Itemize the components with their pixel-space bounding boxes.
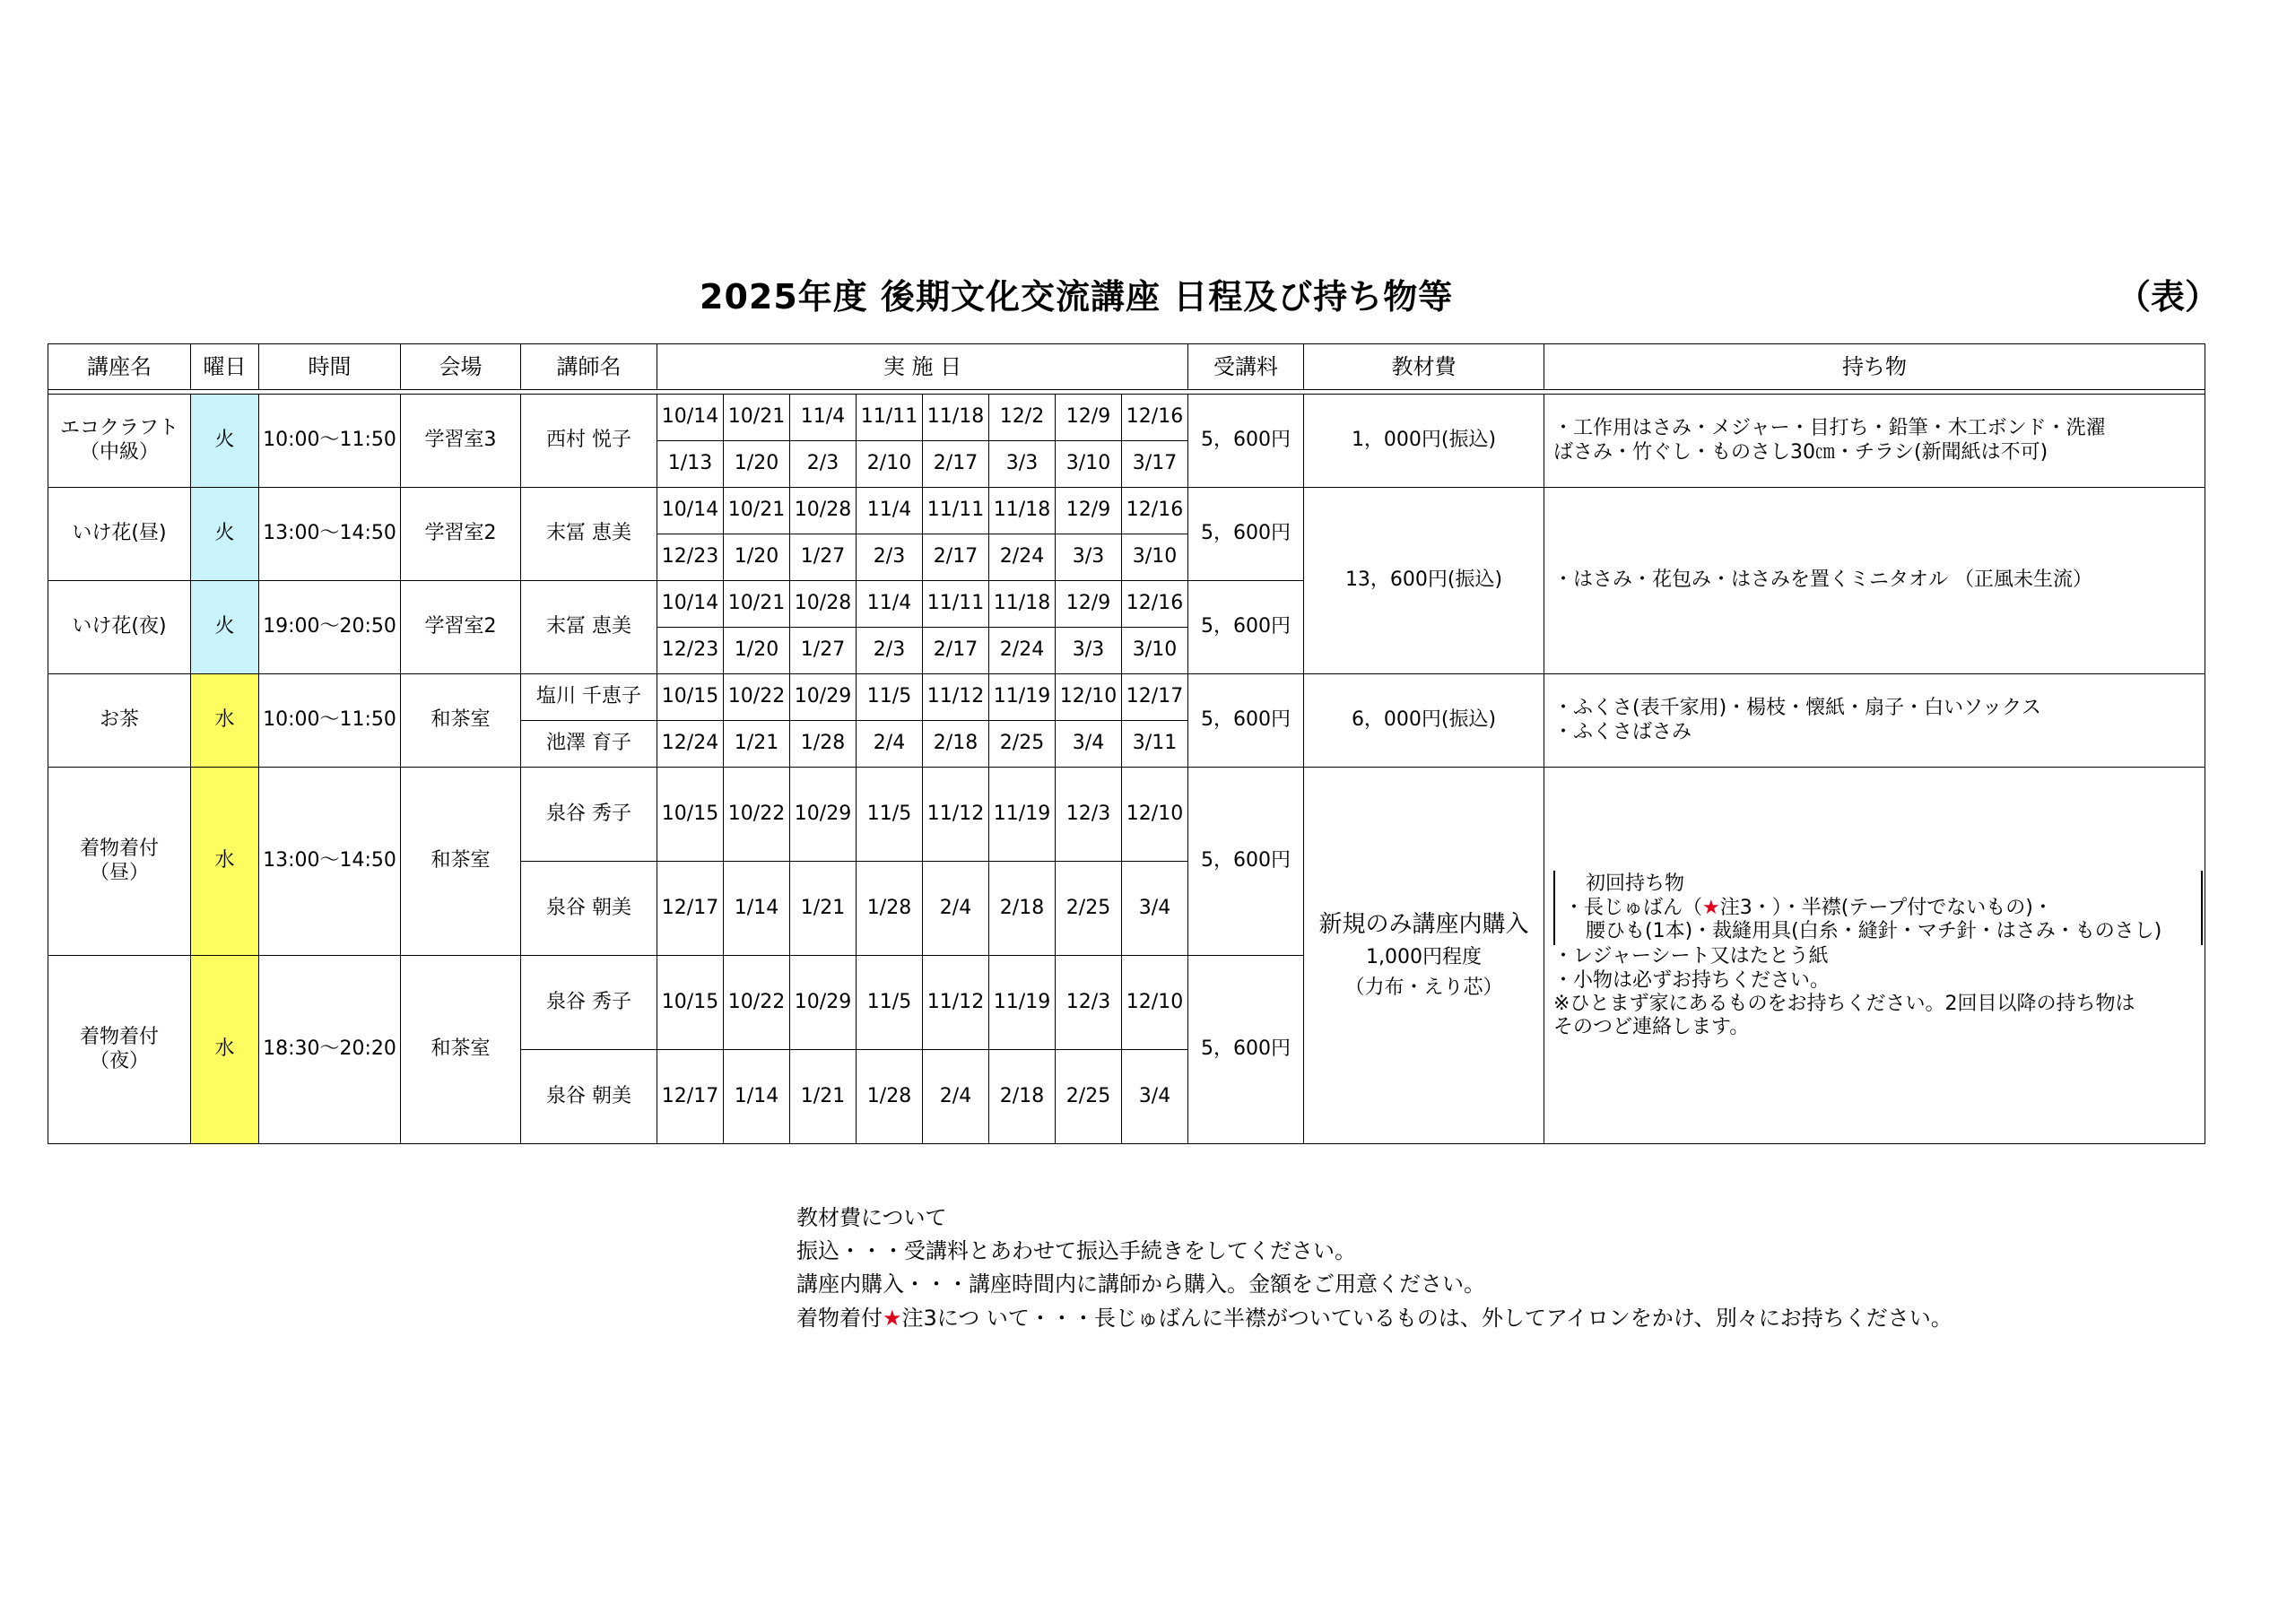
star-icon: ★ — [1702, 896, 1720, 919]
date-cell: 10/15 — [657, 956, 724, 1050]
date-cell: 12/3 — [1056, 768, 1122, 862]
date-cell: 1/28 — [857, 862, 923, 956]
date-cell: 11/19 — [989, 768, 1056, 862]
material-cell: 新規のみ講座内購入 1,000円程度 （力布・えり芯） — [1304, 768, 1544, 1144]
date-cell: 12/17 — [657, 862, 724, 956]
course-name: お茶 — [48, 674, 191, 768]
date-cell: 10/21 — [724, 395, 790, 441]
items-cell: 初回持ち物 ・長じゅばん（★注3・）・半襟(テープ付でないもの)・ 腰ひも(1本)・裁縫用具(白糸・縫針・マチ針・はさみ・ものさし) ・レジャーシート又はたとう紙 ・小物は必ずお持ちください。 ※ひとまず家にあるものをお持ちください。2回目以降の持ち物は そのつど連絡します。 — [1544, 768, 2205, 1144]
date-cell: 3/4 — [1122, 862, 1188, 956]
venue-cell: 学習室2 — [401, 581, 521, 674]
date-cell: 2/17 — [923, 441, 989, 488]
date-cell: 3/3 — [1056, 534, 1122, 581]
date-cell: 10/22 — [724, 768, 790, 862]
fee-cell: 5，600円 — [1188, 581, 1304, 674]
fee-cell: 5，600円 — [1188, 674, 1304, 768]
teacher-cell: 泉谷 秀子 — [521, 768, 657, 862]
date-cell: 10/28 — [790, 488, 857, 534]
day-cell: 水 — [191, 768, 259, 956]
date-cell: 2/4 — [857, 721, 923, 768]
notes-line: 講座内購入・・・講座時間内に講師から購入。金額をご用意ください。 — [796, 1271, 1485, 1298]
venue-cell: 和茶室 — [401, 956, 521, 1144]
time-cell: 10:00～11:50 — [259, 674, 401, 768]
date-cell: 12/9 — [1056, 581, 1122, 628]
material-cell: 13，600円(振込) — [1304, 488, 1544, 674]
notes-line: 振込・・・受講料とあわせて振込手続きをしてください。 — [796, 1238, 1356, 1264]
fee-cell: 5，600円 — [1188, 768, 1304, 956]
date-cell: 10/22 — [724, 674, 790, 721]
date-cell: 10/14 — [657, 581, 724, 628]
side-label: （表） — [2117, 277, 2220, 317]
fee-cell: 5，600円 — [1188, 488, 1304, 581]
date-cell: 2/18 — [989, 862, 1056, 956]
date-cell: 12/9 — [1056, 488, 1122, 534]
date-cell: 2/18 — [989, 1050, 1056, 1144]
date-cell: 11/4 — [790, 395, 857, 441]
date-cell: 12/10 — [1122, 956, 1188, 1050]
date-cell: 1/28 — [857, 1050, 923, 1144]
notes-heading: 教材費について — [796, 1205, 947, 1230]
date-cell: 11/18 — [989, 581, 1056, 628]
date-cell: 3/10 — [1122, 534, 1188, 581]
date-cell: 2/24 — [989, 534, 1056, 581]
date-cell: 3/3 — [989, 441, 1056, 488]
first-items-box: 初回持ち物 ・長じゅばん（★注3・）・半襟(テープ付でないもの)・ 腰ひも(1本)・裁縫用具(白糸・縫針・マチ針・はさみ・ものさし) — [1553, 871, 2203, 945]
venue-cell: 学習室3 — [401, 395, 521, 488]
col-teacher: 講師名 — [521, 344, 657, 390]
date-cell: 2/4 — [923, 1050, 989, 1144]
date-cell: 12/23 — [657, 534, 724, 581]
date-cell: 11/12 — [923, 768, 989, 862]
fee-cell: 5，600円 — [1188, 395, 1304, 488]
date-cell: 12/16 — [1122, 395, 1188, 441]
date-cell: 12/10 — [1122, 768, 1188, 862]
date-cell: 2/10 — [857, 441, 923, 488]
course-name: 着物着付 （昼） — [48, 768, 191, 956]
teacher-cell: 泉谷 朝美 — [521, 1050, 657, 1144]
date-cell: 11/5 — [857, 768, 923, 862]
date-cell: 11/5 — [857, 674, 923, 721]
date-cell: 1/21 — [724, 721, 790, 768]
date-cell: 11/12 — [923, 956, 989, 1050]
date-cell: 1/14 — [724, 862, 790, 956]
date-cell: 12/23 — [657, 628, 724, 674]
venue-cell: 和茶室 — [401, 768, 521, 956]
course-name: いけ花(昼) — [48, 488, 191, 581]
date-cell: 11/5 — [857, 956, 923, 1050]
date-cell: 2/3 — [790, 441, 857, 488]
date-cell: 10/14 — [657, 395, 724, 441]
venue-cell: 学習室2 — [401, 488, 521, 581]
course-name: 着物着付 （夜） — [48, 956, 191, 1144]
teacher-cell: 塩川 千恵子 — [521, 674, 657, 721]
date-cell: 12/3 — [1056, 956, 1122, 1050]
date-cell: 1/20 — [724, 534, 790, 581]
date-cell: 1/20 — [724, 441, 790, 488]
page-title: 2025年度 後期文化交流講座 日程及び持ち物等 — [700, 277, 1454, 317]
date-cell: 3/3 — [1056, 628, 1122, 674]
date-cell: 10/15 — [657, 674, 724, 721]
col-material: 教材費 — [1304, 344, 1544, 390]
date-cell: 10/28 — [790, 581, 857, 628]
course-name: エコクラフト （中級） — [48, 395, 191, 488]
items-cell: ・ふくさ(表千家用)・楊枝・懐紙・扇子・白いソックス ・ふくさばさみ — [1544, 674, 2205, 768]
day-cell: 水 — [191, 956, 259, 1144]
header-row — [48, 344, 2205, 390]
date-cell: 12/10 — [1056, 674, 1122, 721]
date-cell: 10/15 — [657, 768, 724, 862]
items-cell: ・工作用はさみ・メジャー・目打ち・鉛筆・木工ボンド・洗濯 ばさみ・竹ぐし・ものさし30㎝・チラシ(新聞紙は不可) — [1544, 395, 2205, 488]
date-cell: 12/17 — [1122, 674, 1188, 721]
fee-cell: 5，600円 — [1188, 956, 1304, 1144]
date-cell: 1/21 — [790, 1050, 857, 1144]
date-cell: 2/25 — [1056, 1050, 1122, 1144]
time-cell: 13:00～14:50 — [259, 488, 401, 581]
date-cell: 10/22 — [724, 956, 790, 1050]
date-cell: 3/10 — [1056, 441, 1122, 488]
date-cell: 12/24 — [657, 721, 724, 768]
date-cell: 2/17 — [923, 628, 989, 674]
date-cell: 12/9 — [1056, 395, 1122, 441]
date-cell: 1/13 — [657, 441, 724, 488]
date-cell: 12/16 — [1122, 488, 1188, 534]
notes-line: 着物着付★注3につ いて・・・長じゅばんに半襟がついているものは、外してアイロンをかけ、別々にお持ちください。 — [796, 1305, 1952, 1331]
col-course: 講座名 — [48, 344, 191, 390]
date-cell: 11/4 — [857, 488, 923, 534]
table-row — [48, 395, 2205, 441]
date-cell: 11/18 — [989, 488, 1056, 534]
items-cell: ・はさみ・花包み・はさみを置くミニタオル （正風未生流） — [1544, 488, 2205, 674]
date-cell: 1/27 — [790, 628, 857, 674]
date-cell: 11/11 — [923, 488, 989, 534]
time-cell: 13:00～14:50 — [259, 768, 401, 956]
date-cell: 2/24 — [989, 628, 1056, 674]
date-cell: 1/21 — [790, 862, 857, 956]
date-cell: 12/17 — [657, 1050, 724, 1144]
day-cell: 火 — [191, 581, 259, 674]
date-cell: 11/12 — [923, 674, 989, 721]
material-cell: 1，000円(振込) — [1304, 395, 1544, 488]
teacher-cell: 末冨 恵美 — [521, 488, 657, 581]
star-icon: ★ — [883, 1305, 902, 1331]
teacher-cell: 西村 悦子 — [521, 395, 657, 488]
date-cell: 12/2 — [989, 395, 1056, 441]
course-name: いけ花(夜) — [48, 581, 191, 674]
date-cell: 2/3 — [857, 628, 923, 674]
date-cell: 2/18 — [923, 721, 989, 768]
date-cell: 10/14 — [657, 488, 724, 534]
date-cell: 11/4 — [857, 581, 923, 628]
material-cell: 6，000円(振込) — [1304, 674, 1544, 768]
date-cell: 11/19 — [989, 956, 1056, 1050]
date-cell: 2/17 — [923, 534, 989, 581]
teacher-cell: 泉谷 朝美 — [521, 862, 657, 956]
date-cell: 10/29 — [790, 956, 857, 1050]
date-cell: 3/11 — [1122, 721, 1188, 768]
day-cell: 火 — [191, 395, 259, 488]
date-cell: 11/19 — [989, 674, 1056, 721]
date-cell: 10/29 — [790, 674, 857, 721]
date-cell: 1/20 — [724, 628, 790, 674]
date-cell: 3/17 — [1122, 441, 1188, 488]
table-row — [48, 768, 2205, 862]
date-cell: 11/18 — [923, 395, 989, 441]
table-row — [48, 674, 2205, 721]
date-cell: 10/29 — [790, 768, 857, 862]
date-cell: 11/11 — [857, 395, 923, 441]
date-cell: 2/4 — [923, 862, 989, 956]
date-cell: 2/25 — [989, 721, 1056, 768]
time-cell: 19:00～20:50 — [259, 581, 401, 674]
date-cell: 2/25 — [1056, 862, 1122, 956]
time-cell: 18:30～20:20 — [259, 956, 401, 1144]
venue-cell: 和茶室 — [401, 674, 521, 768]
col-items: 持ち物 — [1544, 344, 2205, 390]
date-cell: 10/21 — [724, 488, 790, 534]
date-cell: 1/27 — [790, 534, 857, 581]
time-cell: 10:00～11:50 — [259, 395, 401, 488]
date-cell: 12/16 — [1122, 581, 1188, 628]
date-cell: 10/21 — [724, 581, 790, 628]
date-cell: 1/28 — [790, 721, 857, 768]
col-venue: 会場 — [401, 344, 521, 390]
material-fee-notes — [796, 1202, 1952, 1335]
date-cell: 1/14 — [724, 1050, 790, 1144]
col-time: 時間 — [259, 344, 401, 390]
date-cell: 11/11 — [923, 581, 989, 628]
day-cell: 火 — [191, 488, 259, 581]
table-row — [48, 488, 2205, 534]
teacher-cell: 池澤 育子 — [521, 721, 657, 768]
date-cell: 2/3 — [857, 534, 923, 581]
date-cell: 3/4 — [1056, 721, 1122, 768]
date-cell: 3/4 — [1122, 1050, 1188, 1144]
date-cell: 3/10 — [1122, 628, 1188, 674]
teacher-cell: 末冨 恵美 — [521, 581, 657, 674]
col-fee: 受講料 — [1188, 344, 1304, 390]
col-dates: 実 施 日 — [657, 344, 1188, 390]
day-cell: 水 — [191, 674, 259, 768]
teacher-cell: 泉谷 秀子 — [521, 956, 657, 1050]
schedule-table — [48, 343, 2205, 1144]
items-line: ・長じゅばん（★注3・）・半襟(テープ付でないもの)・ — [1564, 896, 2053, 919]
col-day: 曜日 — [191, 344, 259, 390]
